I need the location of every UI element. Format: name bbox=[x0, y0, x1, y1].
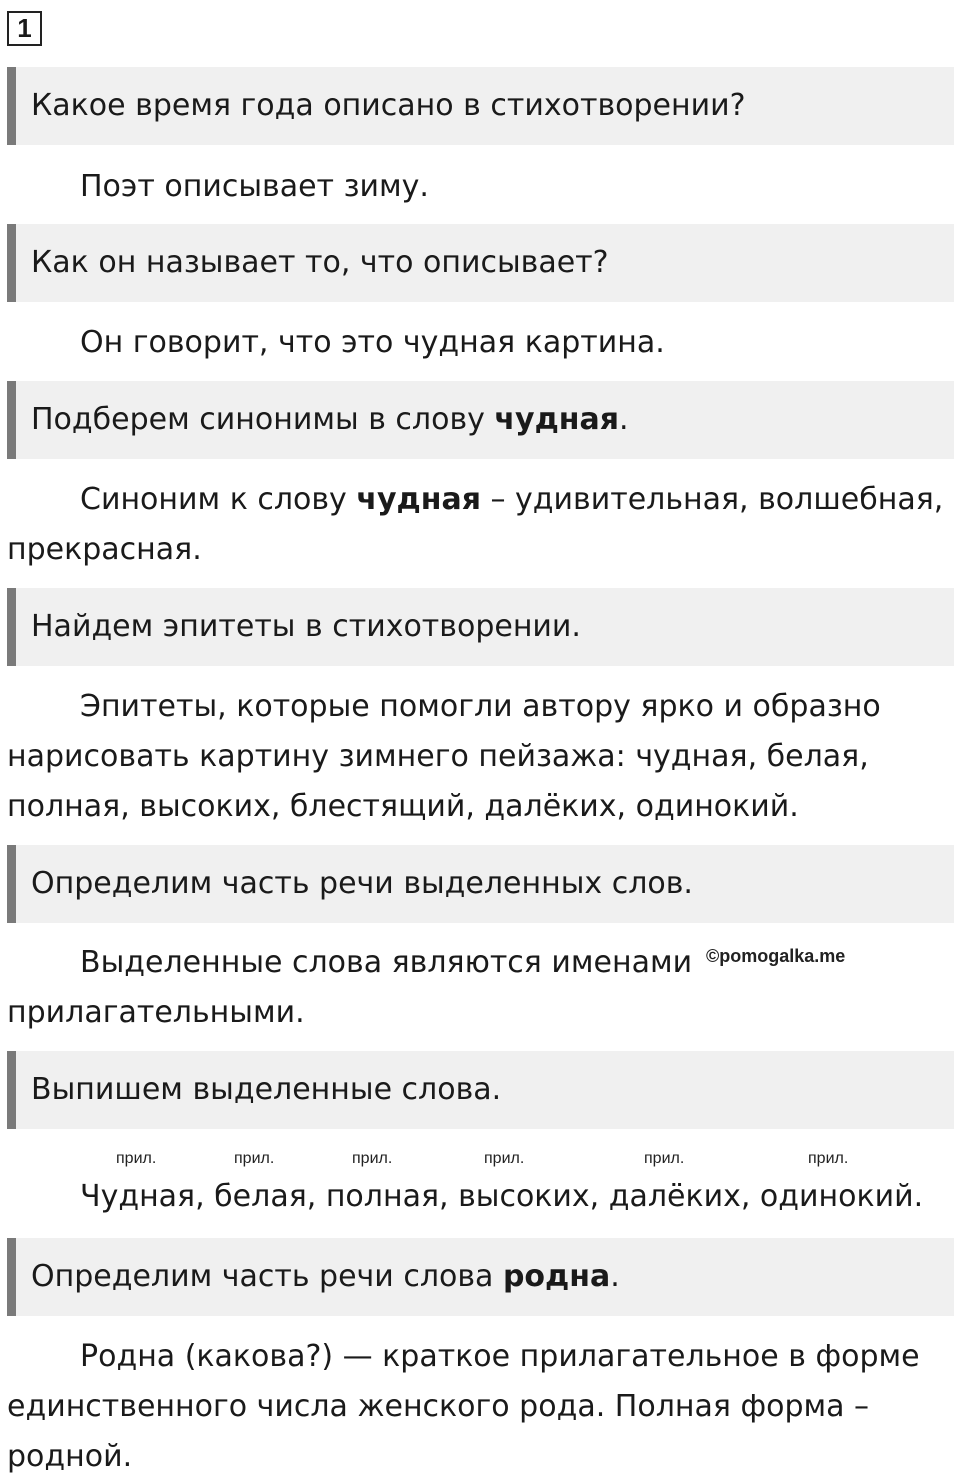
pos-label: прил. bbox=[644, 1150, 685, 1167]
pos-label: прил. bbox=[352, 1150, 393, 1167]
question-1: Какое время года описано в стихотворении? bbox=[7, 67, 954, 145]
answer-1: Поэт описывает зиму. bbox=[80, 169, 429, 204]
question-3: Подберем синонимы в слову чудная. bbox=[7, 381, 954, 459]
pos-label: прил. bbox=[116, 1150, 157, 1167]
answer-5: Выделенные слова являются именами прилагательными. bbox=[7, 945, 693, 1030]
answer-4: Эпитеты, которые помогли автору ярко и образно нарисовать картину зимнего пейзажа: чудная, белая, полная, высоких, блестящий, далёких, одинокий. bbox=[7, 689, 881, 824]
question-2: Как он называет то, что описывает? bbox=[7, 224, 954, 302]
pos-label: прил. bbox=[234, 1150, 275, 1167]
answer-7: Родна (какова?) — краткое прилагательное в форме единственного числа женского рода. Полная форма – родной. bbox=[7, 1339, 920, 1474]
answer-3: Синоним к слову чудная – удивительная, волшебная, прекрасная. bbox=[7, 482, 944, 567]
pos-label: прил. bbox=[808, 1150, 849, 1167]
pos-label: прил. bbox=[484, 1150, 525, 1167]
question-4: Найдем эпитеты в стихотворении. bbox=[7, 588, 954, 666]
task-number: 1 bbox=[7, 11, 42, 46]
answer-2: Он говорит, что это чудная картина. bbox=[80, 325, 665, 360]
watermark: ©pomogalka.me bbox=[706, 946, 846, 966]
answer-3-bold-word: чудная bbox=[356, 482, 481, 517]
answer-6: Чудная, белая, полная, высоких, далёких, одинокий. bbox=[80, 1179, 924, 1214]
question-3-bold-word: чудная bbox=[494, 402, 620, 437]
question-7: Определим часть речи слова родна. bbox=[7, 1238, 954, 1316]
question-7-bold-word: родна bbox=[502, 1259, 611, 1294]
question-6: Выпишем выделенные слова. bbox=[7, 1051, 954, 1129]
question-5: Определим часть речи выделенных слов. bbox=[7, 845, 954, 923]
